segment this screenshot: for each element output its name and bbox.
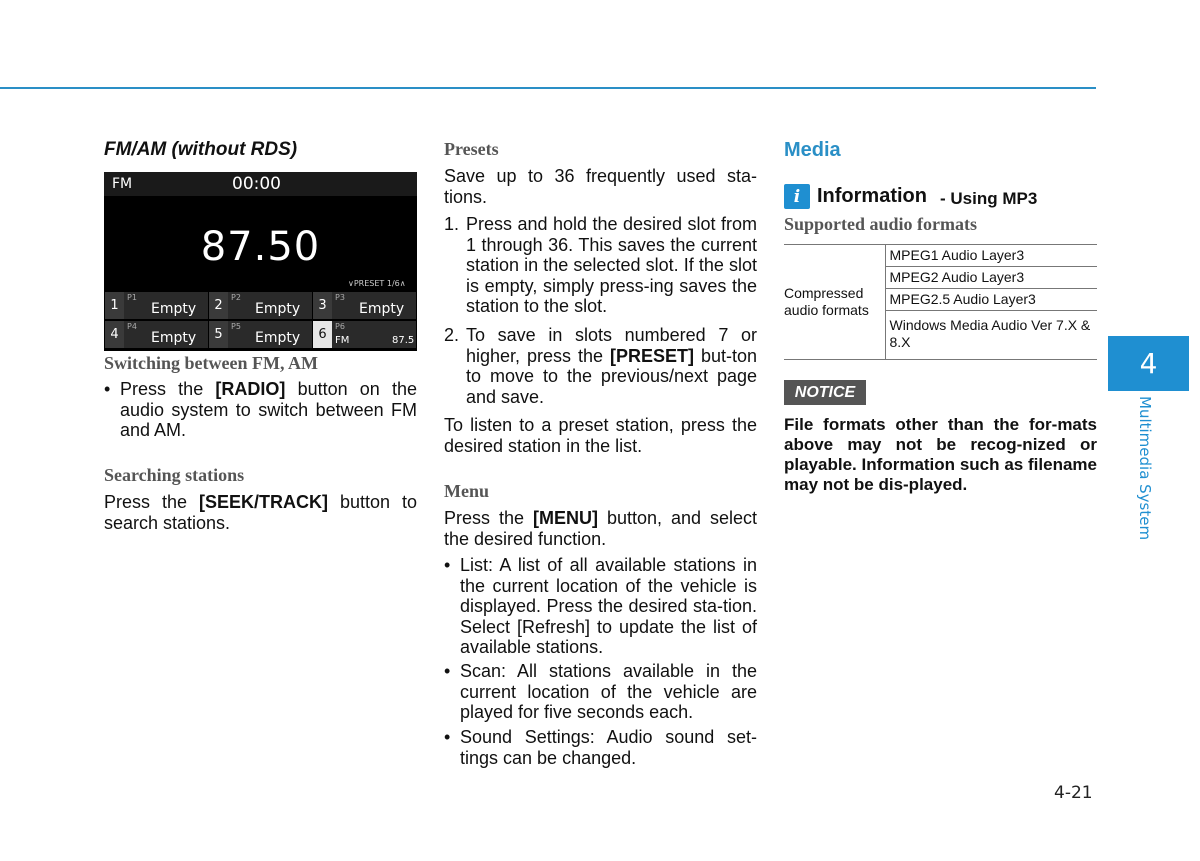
chapter-tab: 4: [1108, 336, 1189, 391]
searching-text: Press the [SEEK/TRACK] button to search stations.: [104, 492, 417, 533]
slot-value: Empty: [359, 301, 405, 317]
preset-slot-4[interactable]: [105, 321, 208, 348]
preset-slot-2[interactable]: [209, 292, 312, 319]
slot-number: 6: [313, 321, 332, 348]
slot-label: P1: [127, 293, 137, 302]
format-cell: MPEG2.5 Audio Layer3: [885, 289, 1097, 311]
section-heading-fm-am: FM/AM (without RDS): [104, 139, 298, 160]
slot-label: P3: [335, 293, 345, 302]
menu-bullet-list: • List: A list of all available stations in the current location of the vehicle is displayed. Press the desired sta-tion. Select [Refresh] to update the list of available stations.: [444, 555, 757, 657]
preset-slot-3[interactable]: [313, 292, 416, 319]
slot-label: P6: [335, 322, 345, 331]
radio-screen: [104, 172, 417, 351]
notice-text: File formats other than the for-mats above may not be recog-nized or playable. Information such as filename may not be dis-played.: [784, 415, 1097, 494]
preset-page-indicator: ∨PRESET 1/6∧: [348, 279, 406, 288]
slot-frequency: 87.5: [392, 335, 415, 346]
header-rule: [0, 87, 1096, 89]
notice-badge: NOTICE: [784, 380, 866, 405]
slot-number: 1: [105, 292, 124, 319]
searching-heading: Searching stations: [104, 465, 245, 485]
chapter-title: Multimedia System: [1136, 396, 1154, 541]
slot-number: 3: [313, 292, 332, 319]
slot-number: 2: [209, 292, 228, 319]
info-icon: i: [784, 184, 810, 209]
menu-bullet-scan: • Scan: All stations available in the current location of the vehicle are played for five seconds each.: [444, 661, 757, 722]
media-heading: Media: [784, 139, 841, 161]
menu-heading: Menu: [444, 481, 489, 501]
format-cell: MPEG2 Audio Layer3: [885, 267, 1097, 289]
presets-step-1: 1. Press and hold the desired slot from 1 through 36. This saves the current station in the selected slot. If the slot is empty, simply press-ing saves the station to the slot.: [444, 214, 757, 316]
slot-label: P2: [231, 293, 241, 302]
format-cell: MPEG1 Audio Layer3: [885, 245, 1097, 267]
format-category: Compressed audio formats: [784, 245, 885, 360]
page-number: 4-21: [1054, 783, 1093, 803]
switching-bullet: • Press the [RADIO] button on the audio system to switch between FM and AM.: [104, 379, 417, 440]
presets-intro: Save up to 36 frequently used sta-tions.: [444, 166, 757, 207]
preset-slot-5[interactable]: [209, 321, 312, 348]
menu-text: Press the [MENU] button, and select the desired function.: [444, 508, 757, 549]
slot-number: 5: [209, 321, 228, 348]
radio-clock: 00:00: [232, 174, 281, 194]
slot-number: 4: [105, 321, 124, 348]
info-title: Information: [817, 185, 927, 207]
format-cell: Windows Media Audio Ver 7.X & 8.X: [885, 311, 1097, 360]
info-subtitle: - Using MP3: [940, 189, 1038, 208]
switching-heading: Switching between FM, AM: [104, 353, 318, 373]
slot-value: Empty: [151, 301, 197, 317]
presets-outro: To listen to a preset station, press the desired station in the list.: [444, 415, 757, 456]
radio-frequency: 87.50: [200, 224, 321, 270]
slot-label: P4: [127, 322, 137, 331]
preset-slot-1[interactable]: [105, 292, 208, 319]
preset-slot-6[interactable]: [313, 321, 416, 348]
slot-label: P5: [231, 322, 241, 331]
menu-bullet-sound: • Sound Settings: Audio sound set-tings can be changed.: [444, 727, 757, 768]
radio-band: FM: [112, 176, 133, 192]
presets-step-2: 2. To save in slots numbered 7 or higher, press the [PRESET] but-ton to move to the previous/next page and save.: [444, 325, 757, 407]
presets-heading: Presets: [444, 139, 499, 159]
slot-value: Empty: [255, 301, 301, 317]
slot-value: Empty: [255, 330, 301, 346]
bullet-dot: •: [104, 379, 111, 399]
formats-heading: Supported audio formats: [784, 214, 978, 234]
slot-band: FM: [335, 335, 350, 346]
slot-value: Empty: [151, 330, 197, 346]
formats-table: [784, 244, 1097, 360]
